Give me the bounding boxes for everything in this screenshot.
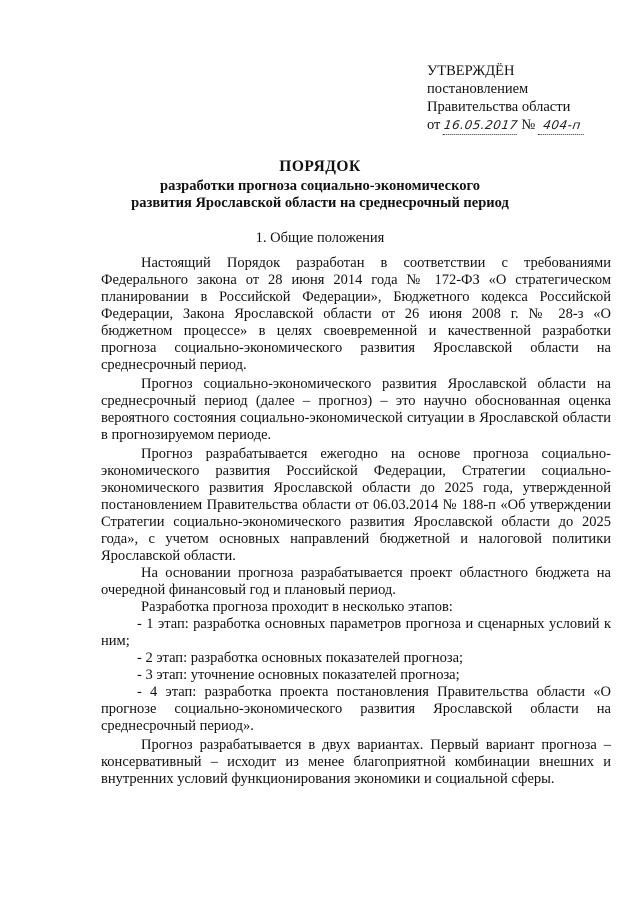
handwritten-date: 16.05.2017 xyxy=(443,116,519,135)
list-item: - 4 этап: разработка проекта постановления Правительства области «О прогнозе социально-экономического развития Ярославской области на среднесрочный период». xyxy=(101,684,611,734)
paragraph: Прогноз разрабатывается ежегодно на основе прогноза социально-экономического развития Российской Федерации, Стратегии социально-экономического развития Ярославской области до 2025 года, утвержденной постановлением Правительства области от 06.03.2014 № 188-п «Об утверждении Стратегии социально-экономического развития Ярославской области до 2025 года», с учетом основных направлений бюджетной и налоговой политики Ярославской области. xyxy=(101,446,611,564)
document-subtitle-line-2: развития Ярославской области на среднесрочный период xyxy=(131,195,509,211)
approval-from-label: от xyxy=(427,117,441,133)
section-heading: 1. Общие положения xyxy=(255,230,385,246)
approval-number-label: № xyxy=(521,117,536,133)
document-subtitle xyxy=(0,178,640,212)
paragraph: Настоящий Порядок разработан в соответствии с требованиями Федерального закона от 28 июня 2014 года № 172-ФЗ «О стратегическом планировании в Российской Федерации», Бюджетного кодекса Российской Федерации, Закона Ярославской области от 26 июня 2008 г. № 28-з «О бюджетном процессе» в целях своевременной и качественной разработки прогноза социально-экономического развития Ярославской области на среднесрочный период. xyxy=(101,255,611,373)
list-item: - 1 этап: разработка основных параметров прогноза и сценарных условий к ним; xyxy=(101,616,611,649)
paragraph: Разработка прогноза проходит в несколько этапов: xyxy=(141,599,453,615)
paragraph: Прогноз разрабатывается в двух вариантах. Первый вариант прогноза – консервативный – исходит из менее благоприятной комбинации внешних и внутренних условий функционирования экономики и социальной сферы. xyxy=(101,737,611,787)
approval-resolution-text: постановлением xyxy=(427,81,529,97)
document-subtitle-line-1: разработки прогноза социально-экономического xyxy=(160,178,480,194)
approval-date-number-line xyxy=(427,116,627,135)
handwritten-number: 404-п xyxy=(538,116,587,135)
document-title: ПОРЯДОК xyxy=(279,158,361,175)
list-item: - 2 этап: разработка основных показателей прогноза; xyxy=(137,650,464,666)
paragraph: Прогноз социально-экономического развития Ярославской области на среднесрочный период (далее – прогноз) – это научно обоснованная оценка вероятного состояния социально-экономической ситуации в Ярославской области в прогнозируемом периоде. xyxy=(101,376,611,443)
approval-government-text: Правительства области xyxy=(427,99,571,115)
paragraph: На основании прогноза разрабатывается проект областного бюджета на очередной финансовый год и плановый период. xyxy=(101,565,611,598)
approval-heading: УТВЕРЖДЁН xyxy=(427,63,515,79)
approval-stamp-block xyxy=(427,62,627,135)
list-item: - 3 этап: уточнение основных показателей прогноза; xyxy=(137,667,460,683)
document-body xyxy=(101,255,611,788)
